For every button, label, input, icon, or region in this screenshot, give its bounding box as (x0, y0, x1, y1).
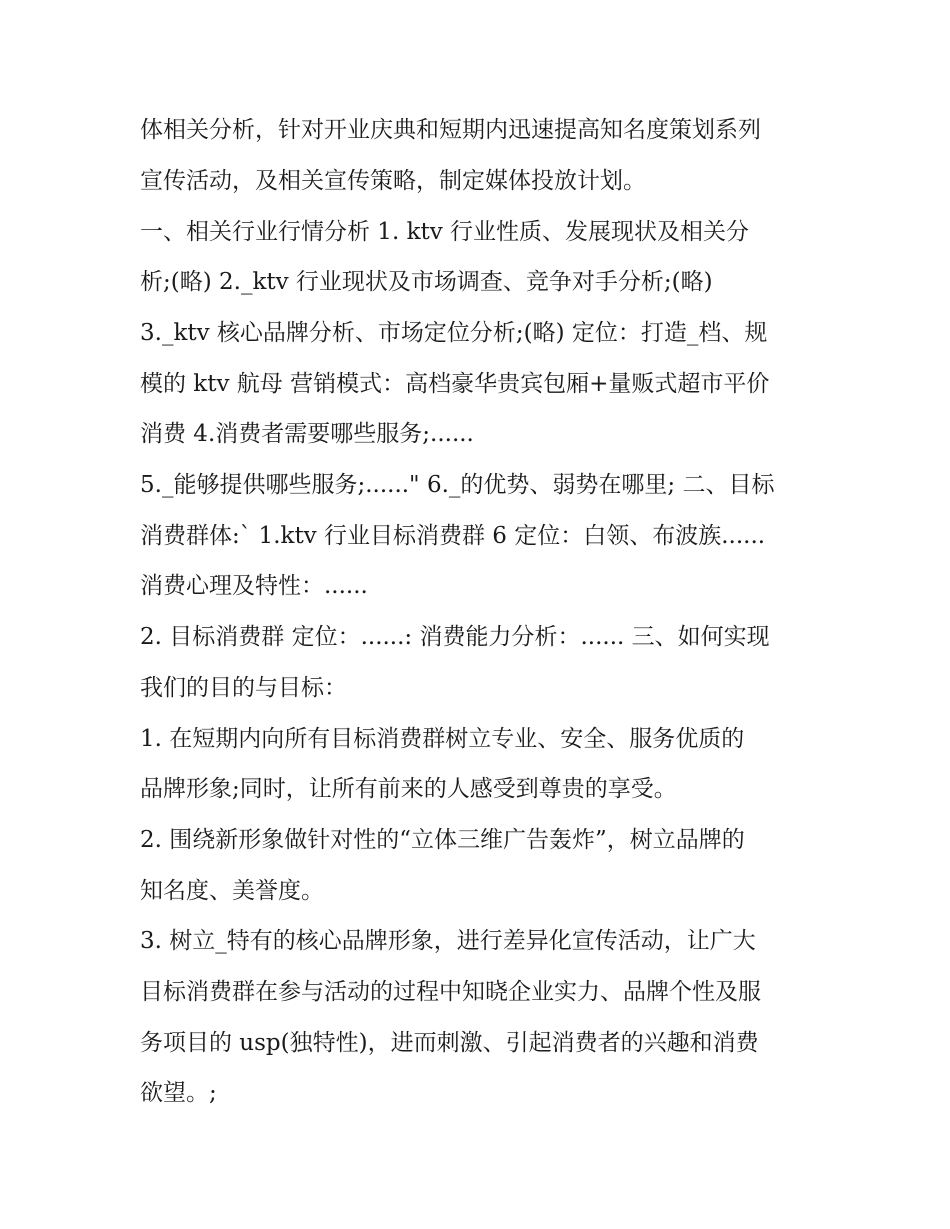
text-line: 知名度、美誉度。 (140, 878, 324, 904)
text-line: 析;(略) 2._ktv 行业现状及市场调查、竞争对手分析;(略) (140, 269, 713, 295)
text-line: 消费心理及特性：...... (140, 573, 368, 599)
text-line: 模的 ktv 航母 营销模式：高档豪华贵宾包厢+量贩式超市平价 (140, 371, 770, 397)
text-line: 5._能够提供哪些服务;......" 6._的优势、弱势在哪里; 二、目标 (140, 472, 775, 498)
text-line: 品牌形象;同时，让所有前来的人感受到尊贵的享受。 (140, 776, 677, 802)
text-line: 一、相关行业行情分析 1. ktv 行业性质、发展现状及相关分 (140, 219, 750, 245)
text-line: 2. 目标消费群 定位：......: 消费能力分析：...... 三、如何实现 (140, 624, 770, 650)
text-line: 3._ktv 核心品牌分析、市场定位分析;(略) 定位：打造_档、规 (140, 320, 768, 346)
text-line: 消费群体:` 1.ktv 行业目标消费群 6 定位：白领、布波族...... (140, 523, 766, 549)
text-line: 体相关分析，针对开业庆典和短期内迅速提高知名度策划系列 (140, 117, 761, 143)
text-line: 消费 4.消费者需要哪些服务;...... (140, 421, 474, 447)
text-line: 宣传活动，及相关宣传策略，制定媒体投放计划。 (140, 168, 646, 194)
text-line: 欲望。; (140, 1080, 217, 1106)
text-line: 2. 围绕新形象做针对性的“立体三维广告轰炸”，树立品牌的 (140, 827, 745, 853)
text-line: 务项目的 usp(独特性)，进而刺激、引起消费者的兴趣和消费 (140, 1030, 759, 1056)
text-line: 1. 在短期内向所有目标消费群树立专业、安全、服务优质的 (140, 726, 745, 752)
text-line: 目标消费群在参与活动的过程中知晓企业实力、品牌个性及服 (140, 979, 761, 1005)
text-line: 3. 树立_特有的核心品牌形象，进行差异化宣传活动，让广大 (140, 928, 756, 954)
text-line: 我们的目的与目标： (140, 675, 347, 701)
